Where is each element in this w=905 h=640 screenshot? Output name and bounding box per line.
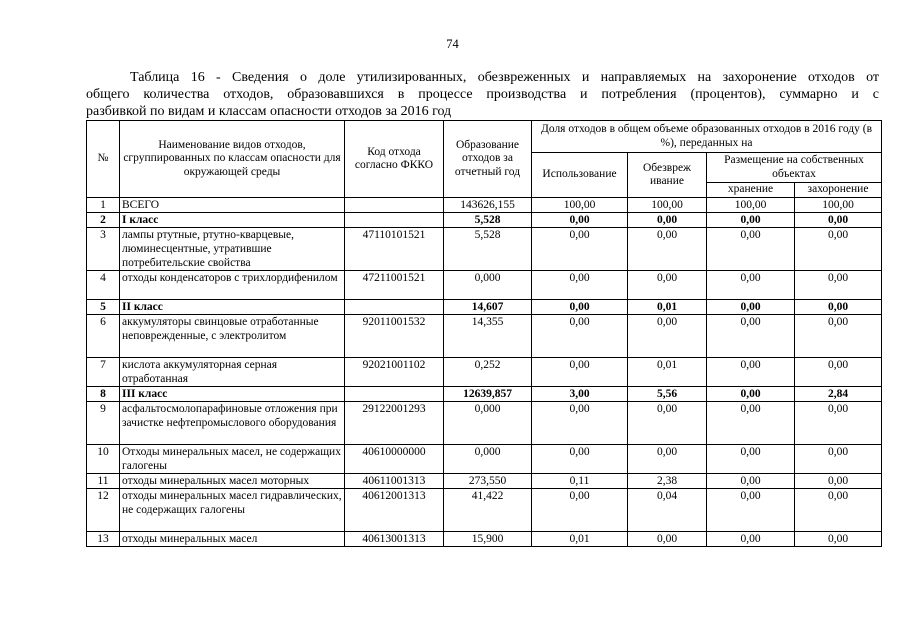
cell-storage: 0,00 [707,489,795,532]
table-row [87,474,882,489]
cell-formation: 14,355 [444,315,532,358]
cell-code [345,387,444,402]
table-row [87,228,882,271]
cell-burial: 0,00 [795,532,882,547]
header-formation: Образование отходов за отчетный год [444,121,532,198]
cell-neutralization: 0,00 [628,532,707,547]
table-row [87,300,882,315]
cell-formation: 0,252 [444,358,532,387]
cell-usage: 0,00 [532,445,628,474]
cell-num: 3 [87,228,120,271]
cell-usage: 0,00 [532,300,628,315]
cell-storage: 0,00 [707,213,795,228]
cell-neutralization: 0,00 [628,228,707,271]
cell-name: III класс [120,387,345,402]
cell-formation: 5,528 [444,228,532,271]
cell-num: 9 [87,402,120,445]
cell-name: кислота аккумуляторная серная отработанная [120,358,345,387]
cell-storage: 0,00 [707,315,795,358]
cell-code: 40612001313 [345,489,444,532]
cell-burial: 100,00 [795,198,882,213]
cell-storage: 0,00 [707,228,795,271]
cell-formation: 14,607 [444,300,532,315]
header-burial: захоронение [795,183,882,198]
cell-neutralization: 0,00 [628,445,707,474]
cell-storage: 0,00 [707,474,795,489]
cell-code: 92011001532 [345,315,444,358]
cell-formation: 0,000 [444,445,532,474]
header-share-group: Доля отходов в общем объеме образованных отходов в 2016 году (в %), переданных на [532,121,882,153]
cell-usage: 0,00 [532,358,628,387]
cell-usage: 0,11 [532,474,628,489]
cell-usage: 0,00 [532,213,628,228]
cell-num: 7 [87,358,120,387]
cell-num: 4 [87,271,120,300]
cell-neutralization: 0,00 [628,402,707,445]
cell-name: отходы минеральных масел моторных [120,474,345,489]
header-num: № [87,121,120,198]
table-row [87,358,882,387]
cell-code: 47211001521 [345,271,444,300]
cell-name: II класс [120,300,345,315]
cell-formation: 0,000 [444,271,532,300]
header-placement-group: Размещение на собственных объектах [707,153,882,183]
cell-neutralization: 0,04 [628,489,707,532]
cell-code [345,300,444,315]
caption-line-1: Таблица 16 - Сведения о доле утилизированных, обезвреженных и направляемых на захоронение отходов от [130,70,879,85]
caption-line-2: общего количества отходов, образовавшихся в процессе производства и потребления (процентов), суммарно и с [86,87,879,102]
cell-burial: 0,00 [795,402,882,445]
cell-usage: 0,00 [532,271,628,300]
cell-neutralization: 0,01 [628,300,707,315]
cell-name: асфальтосмолопарафиновые отложения при зачистке нефтепромыслового оборудования [120,402,345,445]
cell-name: отходы минеральных масел гидравлических, не содержащих галогены [120,489,345,532]
cell-formation: 5,528 [444,213,532,228]
cell-usage: 0,01 [532,532,628,547]
page-number: 74 [446,37,459,51]
table-row [87,315,882,358]
cell-name: I класс [120,213,345,228]
cell-code: 47110101521 [345,228,444,271]
cell-num: 2 [87,213,120,228]
cell-num: 11 [87,474,120,489]
cell-storage: 0,00 [707,358,795,387]
cell-formation: 12639,857 [444,387,532,402]
cell-num: 10 [87,445,120,474]
cell-burial: 0,00 [795,315,882,358]
cell-neutralization: 5,56 [628,387,707,402]
cell-formation: 0,000 [444,402,532,445]
cell-burial: 0,00 [795,358,882,387]
header-neutralization: Обезвреживание [628,153,707,198]
cell-neutralization: 2,38 [628,474,707,489]
cell-formation: 15,900 [444,532,532,547]
cell-storage: 0,00 [707,445,795,474]
cell-storage: 0,00 [707,402,795,445]
table-row [87,402,882,445]
cell-code: 92021001102 [345,358,444,387]
cell-code: 40610000000 [345,445,444,474]
cell-neutralization: 0,01 [628,358,707,387]
cell-num: 1 [87,198,120,213]
cell-burial: 0,00 [795,271,882,300]
cell-neutralization: 100,00 [628,198,707,213]
cell-burial: 0,00 [795,300,882,315]
cell-burial: 0,00 [795,445,882,474]
cell-usage: 0,00 [532,315,628,358]
cell-neutralization: 0,00 [628,315,707,358]
cell-usage: 0,00 [532,228,628,271]
cell-formation: 143626,155 [444,198,532,213]
header-usage: Использование [532,153,628,198]
table-body [87,198,882,547]
cell-burial: 0,00 [795,213,882,228]
cell-neutralization: 0,00 [628,213,707,228]
cell-storage: 0,00 [707,387,795,402]
cell-usage: 0,00 [532,489,628,532]
cell-storage: 100,00 [707,198,795,213]
cell-usage: 3,00 [532,387,628,402]
table-row [87,198,882,213]
cell-usage: 0,00 [532,402,628,445]
table-row [87,445,882,474]
caption-line-3: разбивкой по видам и классам опасности отходов за 2016 год [86,104,452,119]
cell-num: 13 [87,532,120,547]
cell-code [345,213,444,228]
table-caption [86,69,879,120]
cell-num: 6 [87,315,120,358]
cell-formation: 41,422 [444,489,532,532]
cell-burial: 2,84 [795,387,882,402]
table-row [87,387,882,402]
header-name: Наименование видов отходов, сгруппированных по классам опасности для окружающей среды [120,121,345,198]
cell-formation: 273,550 [444,474,532,489]
header-code: Код отхода согласно ФККО [345,121,444,198]
cell-neutralization: 0,00 [628,271,707,300]
cell-num: 8 [87,387,120,402]
cell-name: лампы ртутные, ртутно-кварцевые, люминесцентные, утратившие потребительские свойства [120,228,345,271]
cell-burial: 0,00 [795,228,882,271]
cell-code: 29122001293 [345,402,444,445]
cell-code: 40613001313 [345,532,444,547]
cell-code [345,198,444,213]
table-row [87,532,882,547]
cell-storage: 0,00 [707,300,795,315]
cell-name: отходы конденсаторов с трихлордифенилом [120,271,345,300]
cell-burial: 0,00 [795,474,882,489]
cell-name: Отходы минеральных масел, не содержащих галогены [120,445,345,474]
cell-burial: 0,00 [795,489,882,532]
cell-usage: 100,00 [532,198,628,213]
cell-code: 40611001313 [345,474,444,489]
waste-table [86,120,882,547]
table-row [87,489,882,532]
table-header [87,121,882,198]
cell-name: отходы минеральных масел [120,532,345,547]
cell-name: ВСЕГО [120,198,345,213]
table-row [87,213,882,228]
header-storage: хранение [707,183,795,198]
cell-storage: 0,00 [707,271,795,300]
table-row [87,271,882,300]
cell-name: аккумуляторы свинцовые отработанные неповрежденные, с электролитом [120,315,345,358]
cell-num: 5 [87,300,120,315]
cell-num: 12 [87,489,120,532]
cell-storage: 0,00 [707,532,795,547]
